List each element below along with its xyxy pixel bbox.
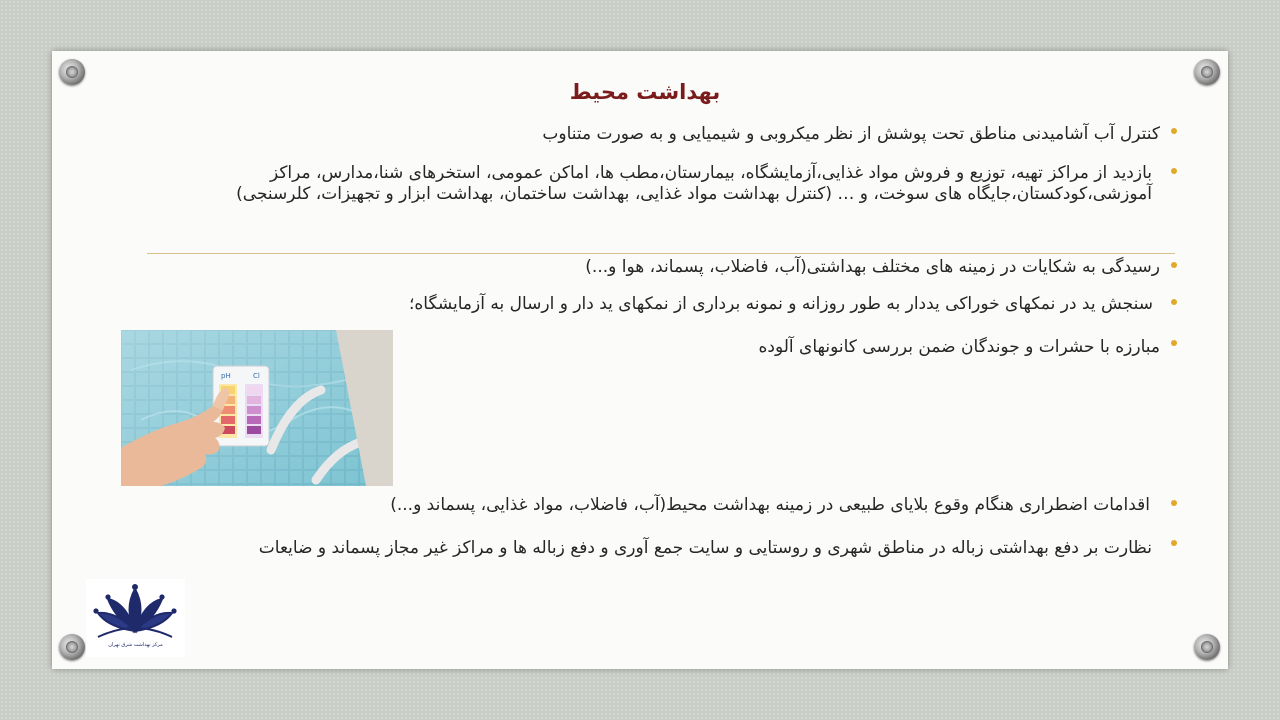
kit-label-ph: pH bbox=[221, 372, 231, 380]
bullet-dot bbox=[1171, 262, 1177, 268]
kit-label-cl: Cl bbox=[253, 372, 260, 380]
bullet-dot bbox=[1171, 128, 1177, 134]
bullet-pest-control: مبارزه با حشرات و جوندگان ضمن بررسی کانونهای آلوده bbox=[758, 337, 1160, 357]
rivet-bottom-right bbox=[1194, 634, 1220, 660]
bullet-dot bbox=[1171, 340, 1177, 346]
bullet-emergency-actions: اقدامات اضطراری هنگام وقوع بلایای طبیعی در زمینه بهداشت محیط(آب، فاضلاب، مواد غذایی، پسماند و...) bbox=[390, 495, 1150, 515]
bullet-dot bbox=[1171, 500, 1177, 506]
bullet-water-control: کنترل آب آشامیدنی مناطق تحت پوشش از نظر میکروبی و شیمیایی و به صورت متناوب bbox=[542, 124, 1160, 144]
bullet-iodine-testing: سنجش ید در نمکهای خوراکی یددار به طور روزانه و نمونه برداری از نمکهای ید دار و ارسال به آزمایشگاه؛ bbox=[408, 294, 1153, 314]
bullet-waste-supervision: نظارت بر دفع بهداشتی زباله در مناطق شهری و روستایی و سایت جمع آوری و دفع زباله ها و مراکز غیر مجاز پسماند و ضایعات bbox=[258, 538, 1152, 558]
health-center-logo bbox=[86, 579, 185, 657]
rivet-top-right bbox=[1194, 59, 1220, 85]
bullet-inspections: بازدید از مراکز تهیه، توزیع و فروش مواد غذایی،آزمایشگاه، بیمارستان،مطب ها، اماکن عمومی، استخرهای شنا،مدارس، مراکز آموزشی،کودکستان،جایگاه های سوخت، و … (کنترل بهداشت مواد غذایی، بهداشت ساختمان، بهداشت ابزار و تجهیزات، کلرسنجی) bbox=[236, 163, 1152, 204]
logo-caption: مرکز بهداشت شرق تهران bbox=[108, 642, 163, 648]
rivet-bottom-left bbox=[59, 634, 85, 660]
bullet-complaints: رسیدگی به شکایات در زمینه های مختلف بهداشتی(آب، فاضلاب، پسماند، هوا و...) bbox=[585, 257, 1160, 277]
rivet-top-left bbox=[59, 59, 85, 85]
pool-test-kit-photo bbox=[121, 330, 393, 486]
bullet-dot bbox=[1171, 299, 1177, 305]
divider-line bbox=[147, 253, 1175, 254]
bullet-dot bbox=[1171, 168, 1177, 174]
bullet-dot bbox=[1171, 540, 1177, 546]
slide-title: بهداشت محیط bbox=[569, 80, 721, 104]
